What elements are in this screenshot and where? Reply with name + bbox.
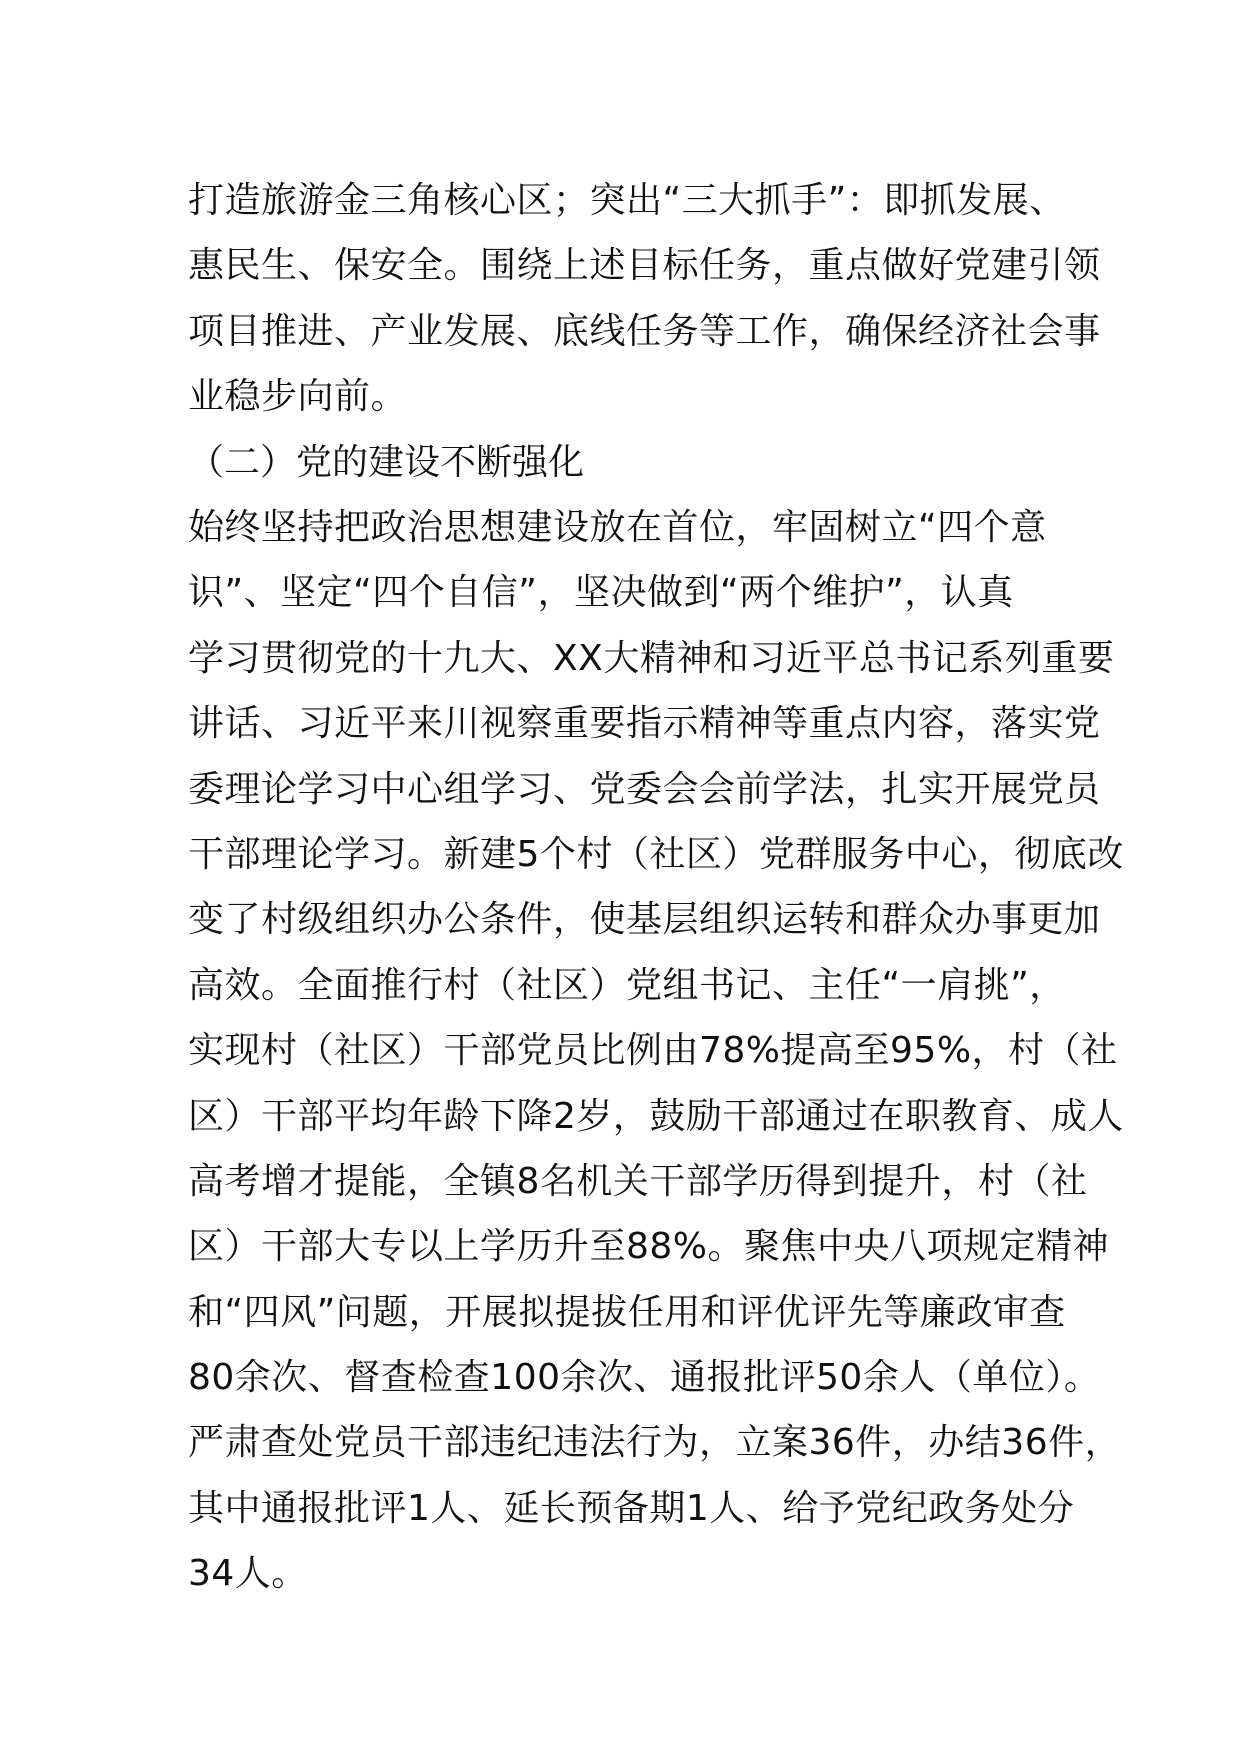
paragraph-2-line: 委理论学习中心组学习、党委会会前学法，扎实开展党员 — [188, 768, 1101, 810]
paragraph-2-line: 始终坚持把政治思想建设放在首位，牢固树立“四个意 — [188, 507, 1047, 548]
paragraph-2-line: 识”、坚定“四个自信”，坚决做到“两个维护”，认真 — [188, 572, 1014, 614]
paragraph-2-line: 高考增才提能，全镇8名机关干部学历得到提升，村（社 — [188, 1160, 1088, 1202]
paragraph-2-line: 学习贯彻党的十九大、XX大精神和习近平总书记系列重要 — [188, 637, 1115, 679]
paragraph-2 — [188, 495, 1124, 1607]
paragraph-2-line: 实现村（社区）干部党员比例由78%提高至95%，村（社 — [188, 1030, 1118, 1072]
paragraph-2-line: 和“四风”问题，开展拟提拔任用和评优评先等廉政审查 — [188, 1291, 1066, 1333]
section-heading: （二）党的建设不断强化 — [188, 441, 585, 483]
paragraph-1-line: 打造旅游金三角核心区；突出“三大抓手”：即抓发展、 — [188, 180, 1066, 221]
paragraph-1 — [188, 168, 1101, 430]
paragraph-2-line: 区）干部大专以上学历升至88%。聚焦中央八项规定精神 — [188, 1226, 1110, 1268]
paragraph-2-line: 变了村级组织办公条件，使基层组织运转和群众办事更加 — [188, 899, 1101, 941]
paragraph-2-line: 区）干部平均年龄下降2岁，鼓励干部通过在职教育、成人 — [188, 1095, 1124, 1137]
paragraph-2-line: 严肃查处党员干部违纪违法行为，立案36件，办结36件， — [188, 1422, 1122, 1464]
paragraph-2-line: 讲话、习近平来川视察重要指示精神等重点内容，落实党 — [188, 703, 1101, 745]
paragraph-2-line: 高效。全面推行村（社区）党组书记、主任“一肩挑”， — [188, 964, 1066, 1006]
paragraph-2-line: 34人。 — [188, 1553, 308, 1595]
paragraph-1-line: 项目推进、产业发展、底线任务等工作，确保经济社会事 — [188, 310, 1101, 352]
paragraph-1-line: 惠民生、保安全。围绕上述目标任务，重点做好党建引领 — [188, 245, 1101, 287]
paragraph-1-line: 业稳步向前。 — [188, 376, 408, 418]
paragraph-2-line: 干部理论学习。新建5个村（社区）党群服务中心，彻底改 — [188, 833, 1124, 875]
paragraph-2-line: 80余次、督查检查100余次、通报批评50余人（单位）。 — [188, 1357, 1101, 1399]
paragraph-2-line: 其中通报批评1人、延长预备期1人、给予党纪政务处分 — [188, 1487, 1075, 1529]
